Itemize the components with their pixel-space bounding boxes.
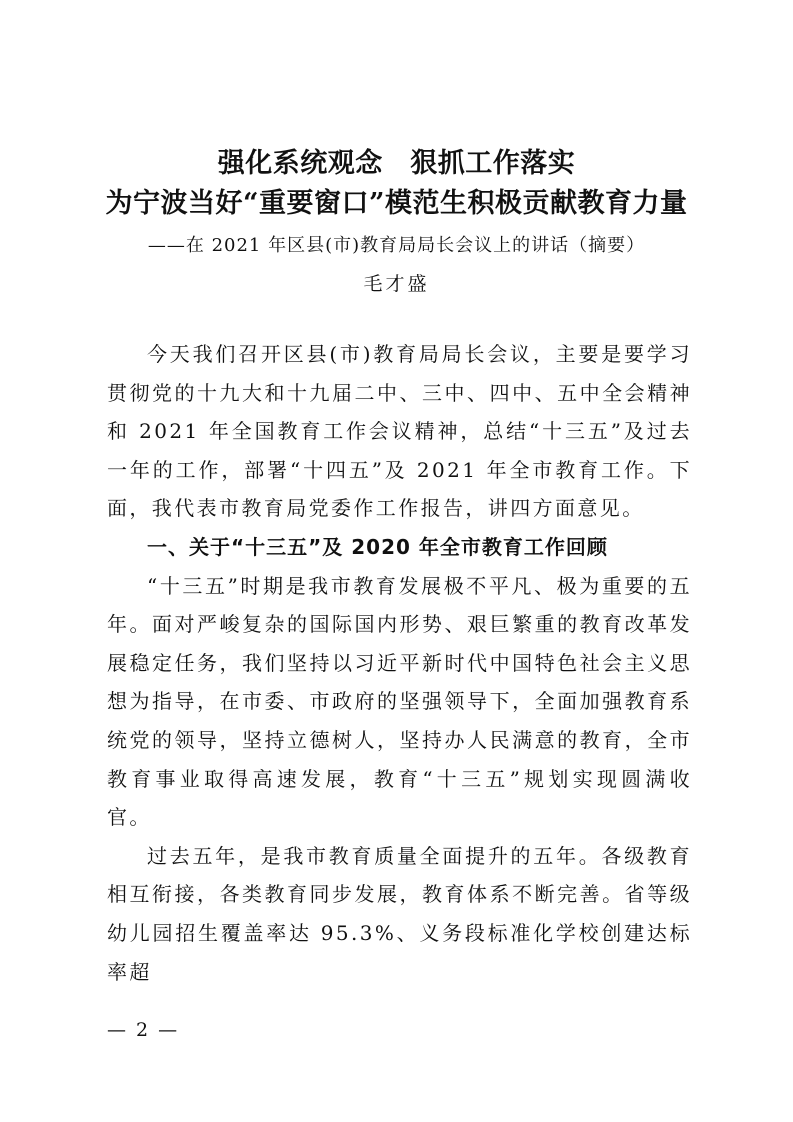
section-heading: 一、关于“十三五”及 2020 年全市教育工作回顾 [147, 534, 608, 559]
paragraph-review: “十三五”时期是我市教育发展极不平凡、极为重要的五年。面对严峻复杂的国际国内形势、艰巨繁重的教育改革发展稳定任务，我们坚持以习近平新时代中国特色社会主义思想为指导，在市委、市政府的坚强领导下，全面加强教育系统党的领导，坚持立德树人，坚持办人民满意的教育，全市教育事业取得高速发展，教育“十三五”规划实现圆满收官。 [107, 573, 692, 830]
page-number: — 2 — [107, 1019, 180, 1041]
paragraph-intro: 今天我们召开区县(市)教育局局长会议，主要是要学习贯彻党的十九大和十九届二中、三中、四中、五中全会精神和 2021 年全国教育工作会议精神，总结“十三五”及过去一年的工作，部署“十四五”及 2021 年全市教育工作。下面，我代表市教育局党委作工作报告，讲四方面意见。 [107, 342, 692, 521]
document-title-line-1: 强化系统观念 狠抓工作落实 [217, 148, 576, 179]
document-body [107, 335, 692, 991]
document-subtitle: ——在 2021 年区县(市)教育局局长会议上的讲话（摘要） [147, 235, 646, 256]
document-author: 毛才盛 [363, 273, 430, 295]
paragraph-quality: 过去五年，是我市教育质量全面提升的五年。各级教育相互衔接，各类教育同步发展，教育体系不断完善。省等级幼儿园招生覆盖率达 95.3%、义务段标准化学校创建达标率超 [107, 843, 692, 984]
document-title-line-2: 为宁波当好“重要窗口”模范生积极贡献教育力量 [105, 188, 688, 219]
